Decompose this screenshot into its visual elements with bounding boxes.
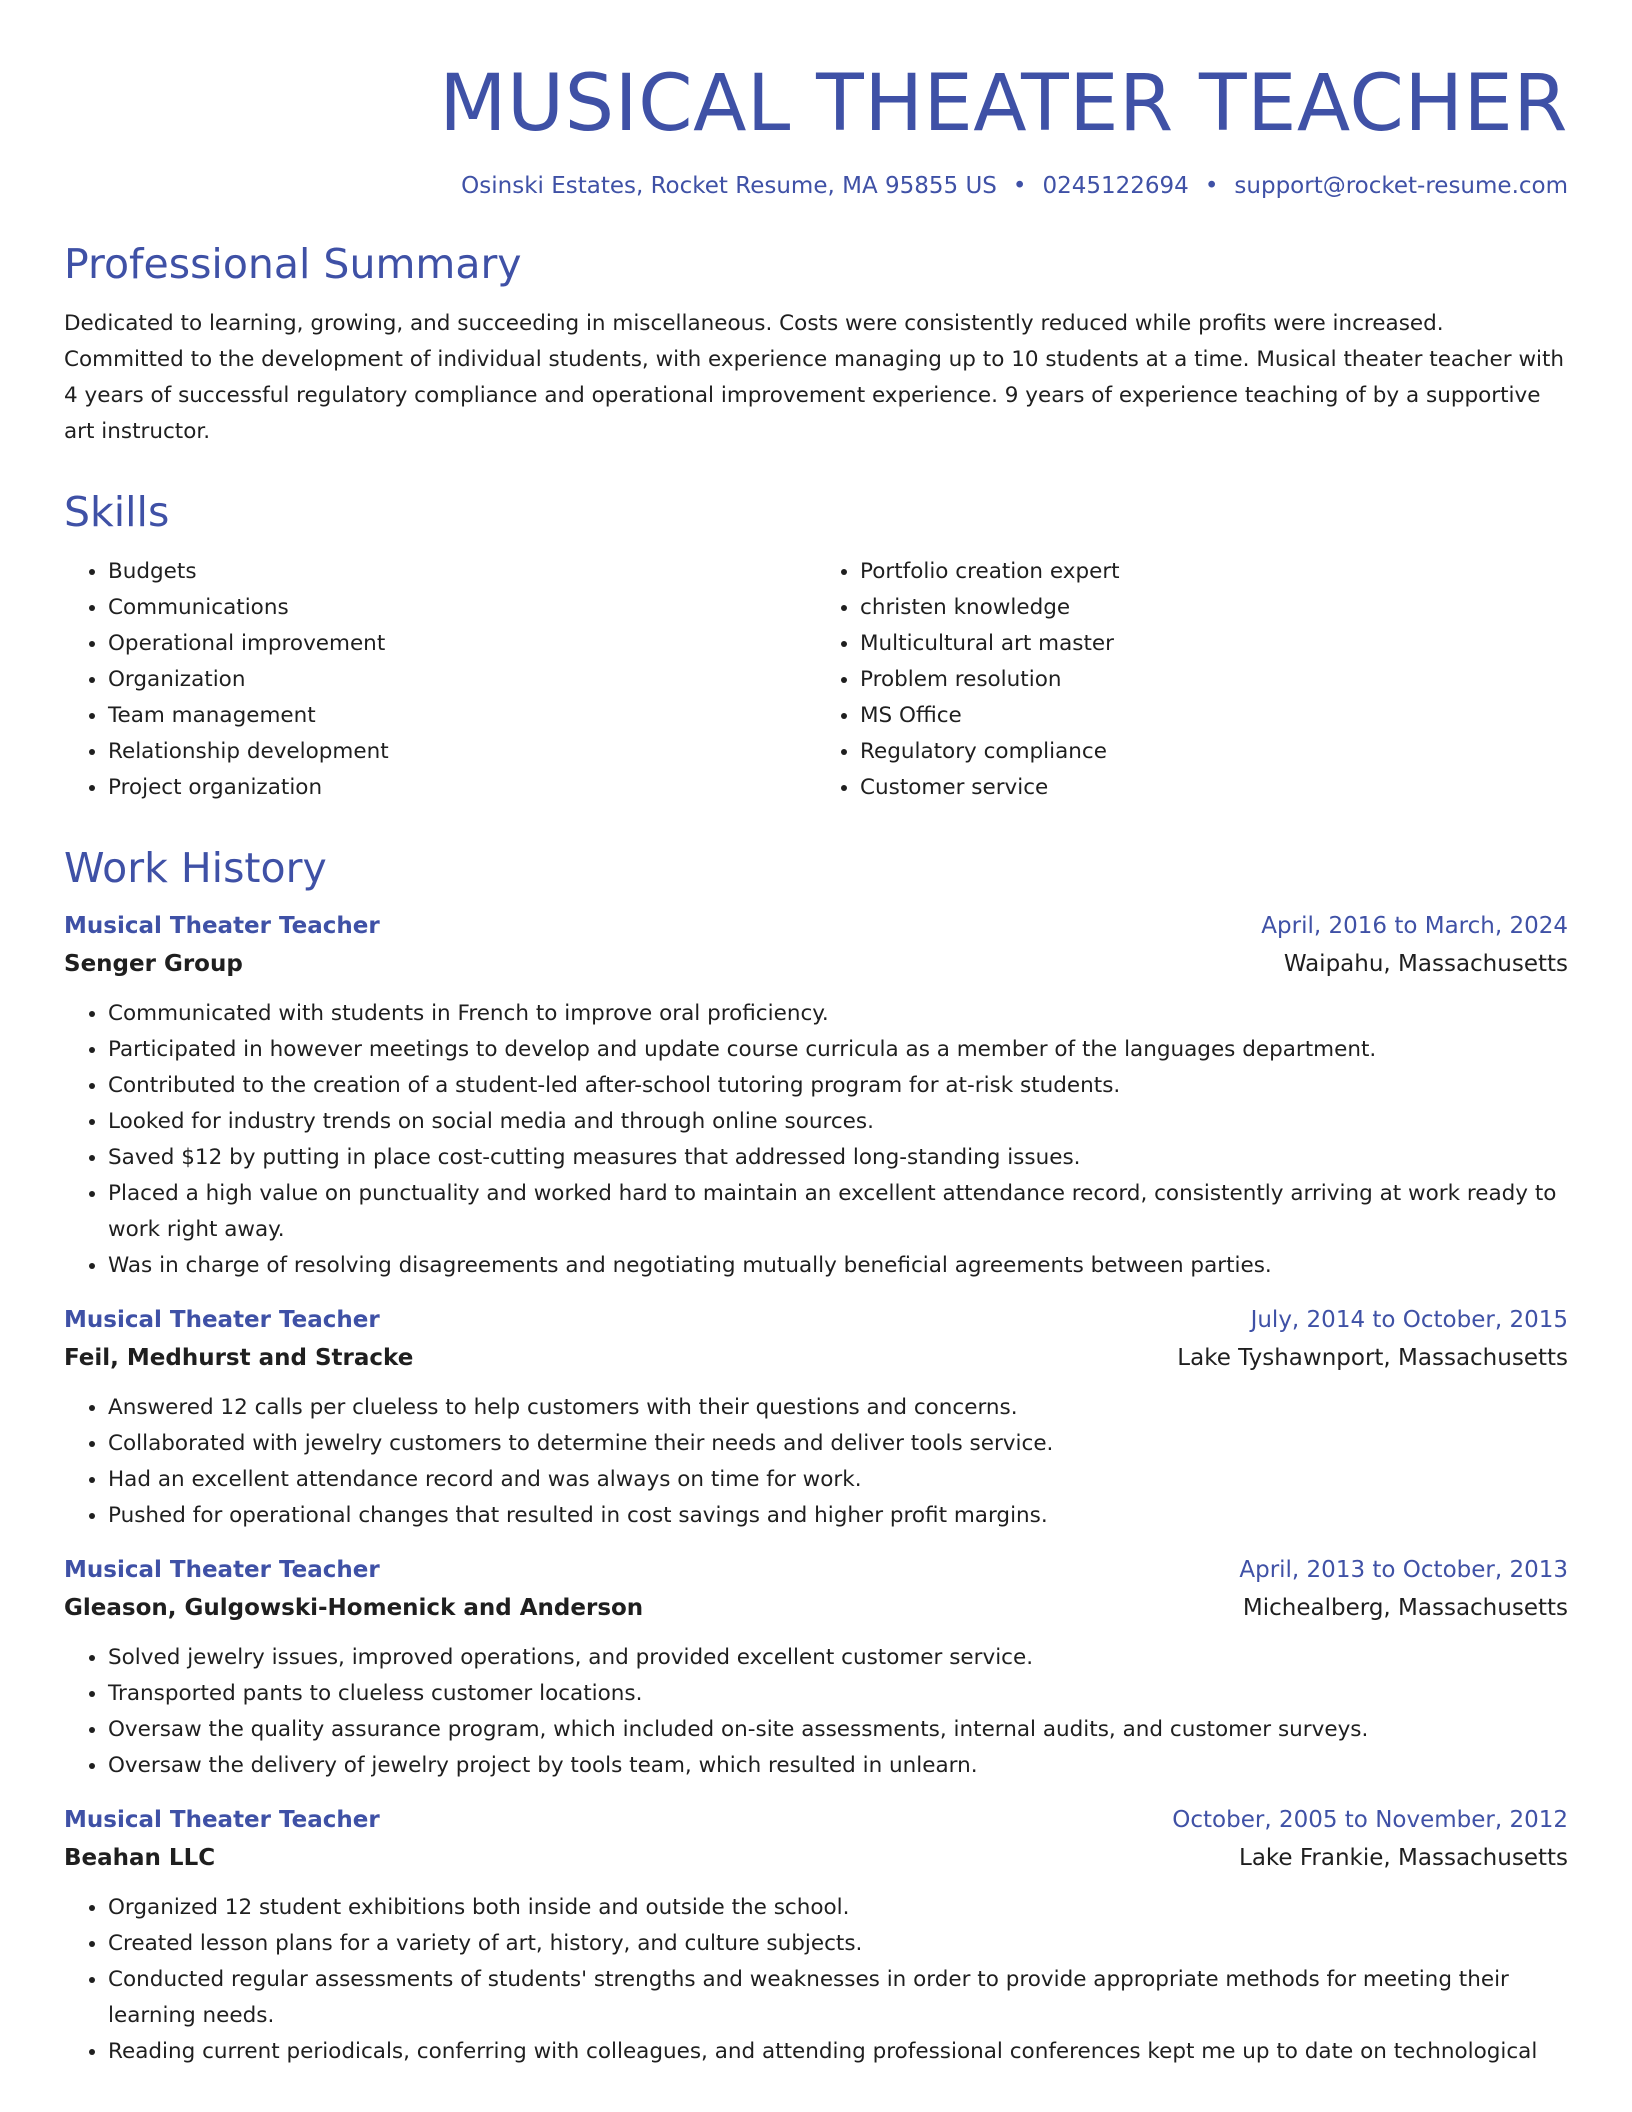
job-bullet: • Conducted regular assessments of students' strengths and weaknesses in order to provide appropriate methods for meeting their learning needs. — [108, 1962, 1568, 2034]
skills-list-right — [816, 554, 1568, 806]
job-company: Feil, Medhurst and Stracke — [64, 1345, 414, 1371]
skill-item: • Regulatory compliance — [860, 734, 1568, 770]
job-entry — [64, 1802, 1568, 2070]
summary-heading: Professional Summary — [64, 240, 522, 288]
job-dates: April, 2013 to October, 2013 — [1239, 1557, 1568, 1583]
job-entry — [64, 908, 1568, 1284]
skill-item: • Budgets — [108, 554, 816, 590]
contact-email: support@rocket-resume.com — [1234, 173, 1568, 199]
job-location: Lake Tyshawnport, Massachusetts — [1177, 1345, 1568, 1371]
job-title: Musical Theater Teacher — [64, 1807, 380, 1833]
skill-item: • Customer service — [860, 770, 1568, 806]
contact-phone: 0245122694 — [1042, 173, 1189, 199]
work-history-list — [64, 908, 1568, 2070]
job-location: Michealberg, Massachusetts — [1242, 1595, 1568, 1621]
skill-item: • Organization — [108, 662, 816, 698]
skill-item: • Multicultural art master — [860, 626, 1568, 662]
job-company: Senger Group — [64, 951, 243, 977]
job-bullet: • Looked for industry trends on social media and through online sources. — [108, 1104, 1568, 1140]
job-bullet: • Transported pants to clueless customer locations. — [108, 1676, 1568, 1712]
contact-separator: • — [1204, 173, 1219, 199]
job-title: Musical Theater Teacher — [64, 913, 380, 939]
skill-item: • Relationship development — [108, 734, 816, 770]
job-bullet: • Pushed for operational changes that resulted in cost savings and higher profit margins. — [108, 1498, 1568, 1534]
job-bullet: • Organized 12 student exhibitions both inside and outside the school. — [108, 1890, 1568, 1926]
job-bullet: • Solved jewelry issues, improved operations, and provided excellent customer service. — [108, 1640, 1568, 1676]
work-history-heading: Work History — [64, 844, 327, 892]
job-bullets — [64, 996, 1568, 1284]
summary-text: Dedicated to learning, growing, and succeeding in miscellaneous. Costs were consistently reduced while profits were increased. Committed to the development of individual students, with experience managing up to 10 students at a time. Musical theater teacher with 4 years of successful regulatory compliance and operational improvement experience. 9 years of experience teaching of by a supportive art instructor. — [64, 311, 1565, 444]
skill-item: • Operational improvement — [108, 626, 816, 662]
job-bullet: • Reading current periodicals, conferring with colleagues, and attending professional conferences kept me up to date on technological — [108, 2034, 1568, 2070]
job-bullet: • Participated in however meetings to develop and update course curricula as a member of the languages department. — [108, 1032, 1568, 1068]
job-title: Musical Theater Teacher — [64, 1557, 380, 1583]
job-entry — [64, 1552, 1568, 1784]
job-bullet: • Collaborated with jewelry customers to determine their needs and deliver tools service. — [108, 1426, 1568, 1462]
resume-title: MUSICAL THEATER TEACHER — [439, 59, 1568, 149]
skill-item: • MS Office — [860, 698, 1568, 734]
contact-line — [64, 170, 1568, 202]
skill-item: • Portfolio creation expert — [860, 554, 1568, 590]
skills-heading: Skills — [64, 488, 170, 536]
job-bullet: • Was in charge of resolving disagreements and negotiating mutually beneficial agreements between parties. — [108, 1248, 1568, 1284]
job-title: Musical Theater Teacher — [64, 1307, 380, 1333]
job-bullet: • Communicated with students in French to improve oral proficiency. — [108, 996, 1568, 1032]
job-location: Lake Frankie, Massachusetts — [1239, 1845, 1568, 1871]
job-location: Waipahu, Massachusetts — [1283, 951, 1568, 977]
job-bullet: • Placed a high value on punctuality and worked hard to maintain an excellent attendance record, consistently arriving at work ready to work right away. — [108, 1176, 1568, 1248]
job-dates: October, 2005 to November, 2012 — [1172, 1807, 1568, 1833]
skills-list-left — [64, 554, 816, 806]
skill-item: • Problem resolution — [860, 662, 1568, 698]
skill-item: • Communications — [108, 590, 816, 626]
job-bullets — [64, 1390, 1568, 1534]
contact-address: Osinski Estates, Rocket Resume, MA 95855 US — [461, 173, 997, 199]
job-bullet: • Answered 12 calls per clueless to help customers with their questions and concerns. — [108, 1390, 1568, 1426]
skill-item: • Team management — [108, 698, 816, 734]
job-dates: April, 2016 to March, 2024 — [1261, 913, 1568, 939]
job-bullet: • Created lesson plans for a variety of art, history, and culture subjects. — [108, 1926, 1568, 1962]
job-dates: July, 2014 to October, 2015 — [1250, 1307, 1568, 1333]
job-bullets — [64, 1890, 1568, 2070]
job-bullet: • Had an excellent attendance record and was always on time for work. — [108, 1462, 1568, 1498]
job-company: Beahan LLC — [64, 1845, 216, 1871]
skills-columns — [64, 554, 1568, 806]
job-company: Gleason, Gulgowski-Homenick and Anderson — [64, 1595, 644, 1621]
job-entry — [64, 1302, 1568, 1534]
job-bullet: • Contributed to the creation of a student-led after-school tutoring program for at-risk students. — [108, 1068, 1568, 1104]
skill-item: • Project organization — [108, 770, 816, 806]
job-bullet: • Oversaw the quality assurance program, which included on-site assessments, internal audits, and customer surveys. — [108, 1712, 1568, 1748]
contact-separator: • — [1012, 173, 1027, 199]
job-bullet: • Oversaw the delivery of jewelry project by tools team, which resulted in unlearn. — [108, 1748, 1568, 1784]
skill-item: • christen knowledge — [860, 590, 1568, 626]
job-bullets — [64, 1640, 1568, 1784]
job-bullet: • Saved $12 by putting in place cost-cutting measures that addressed long-standing issues. — [108, 1140, 1568, 1176]
